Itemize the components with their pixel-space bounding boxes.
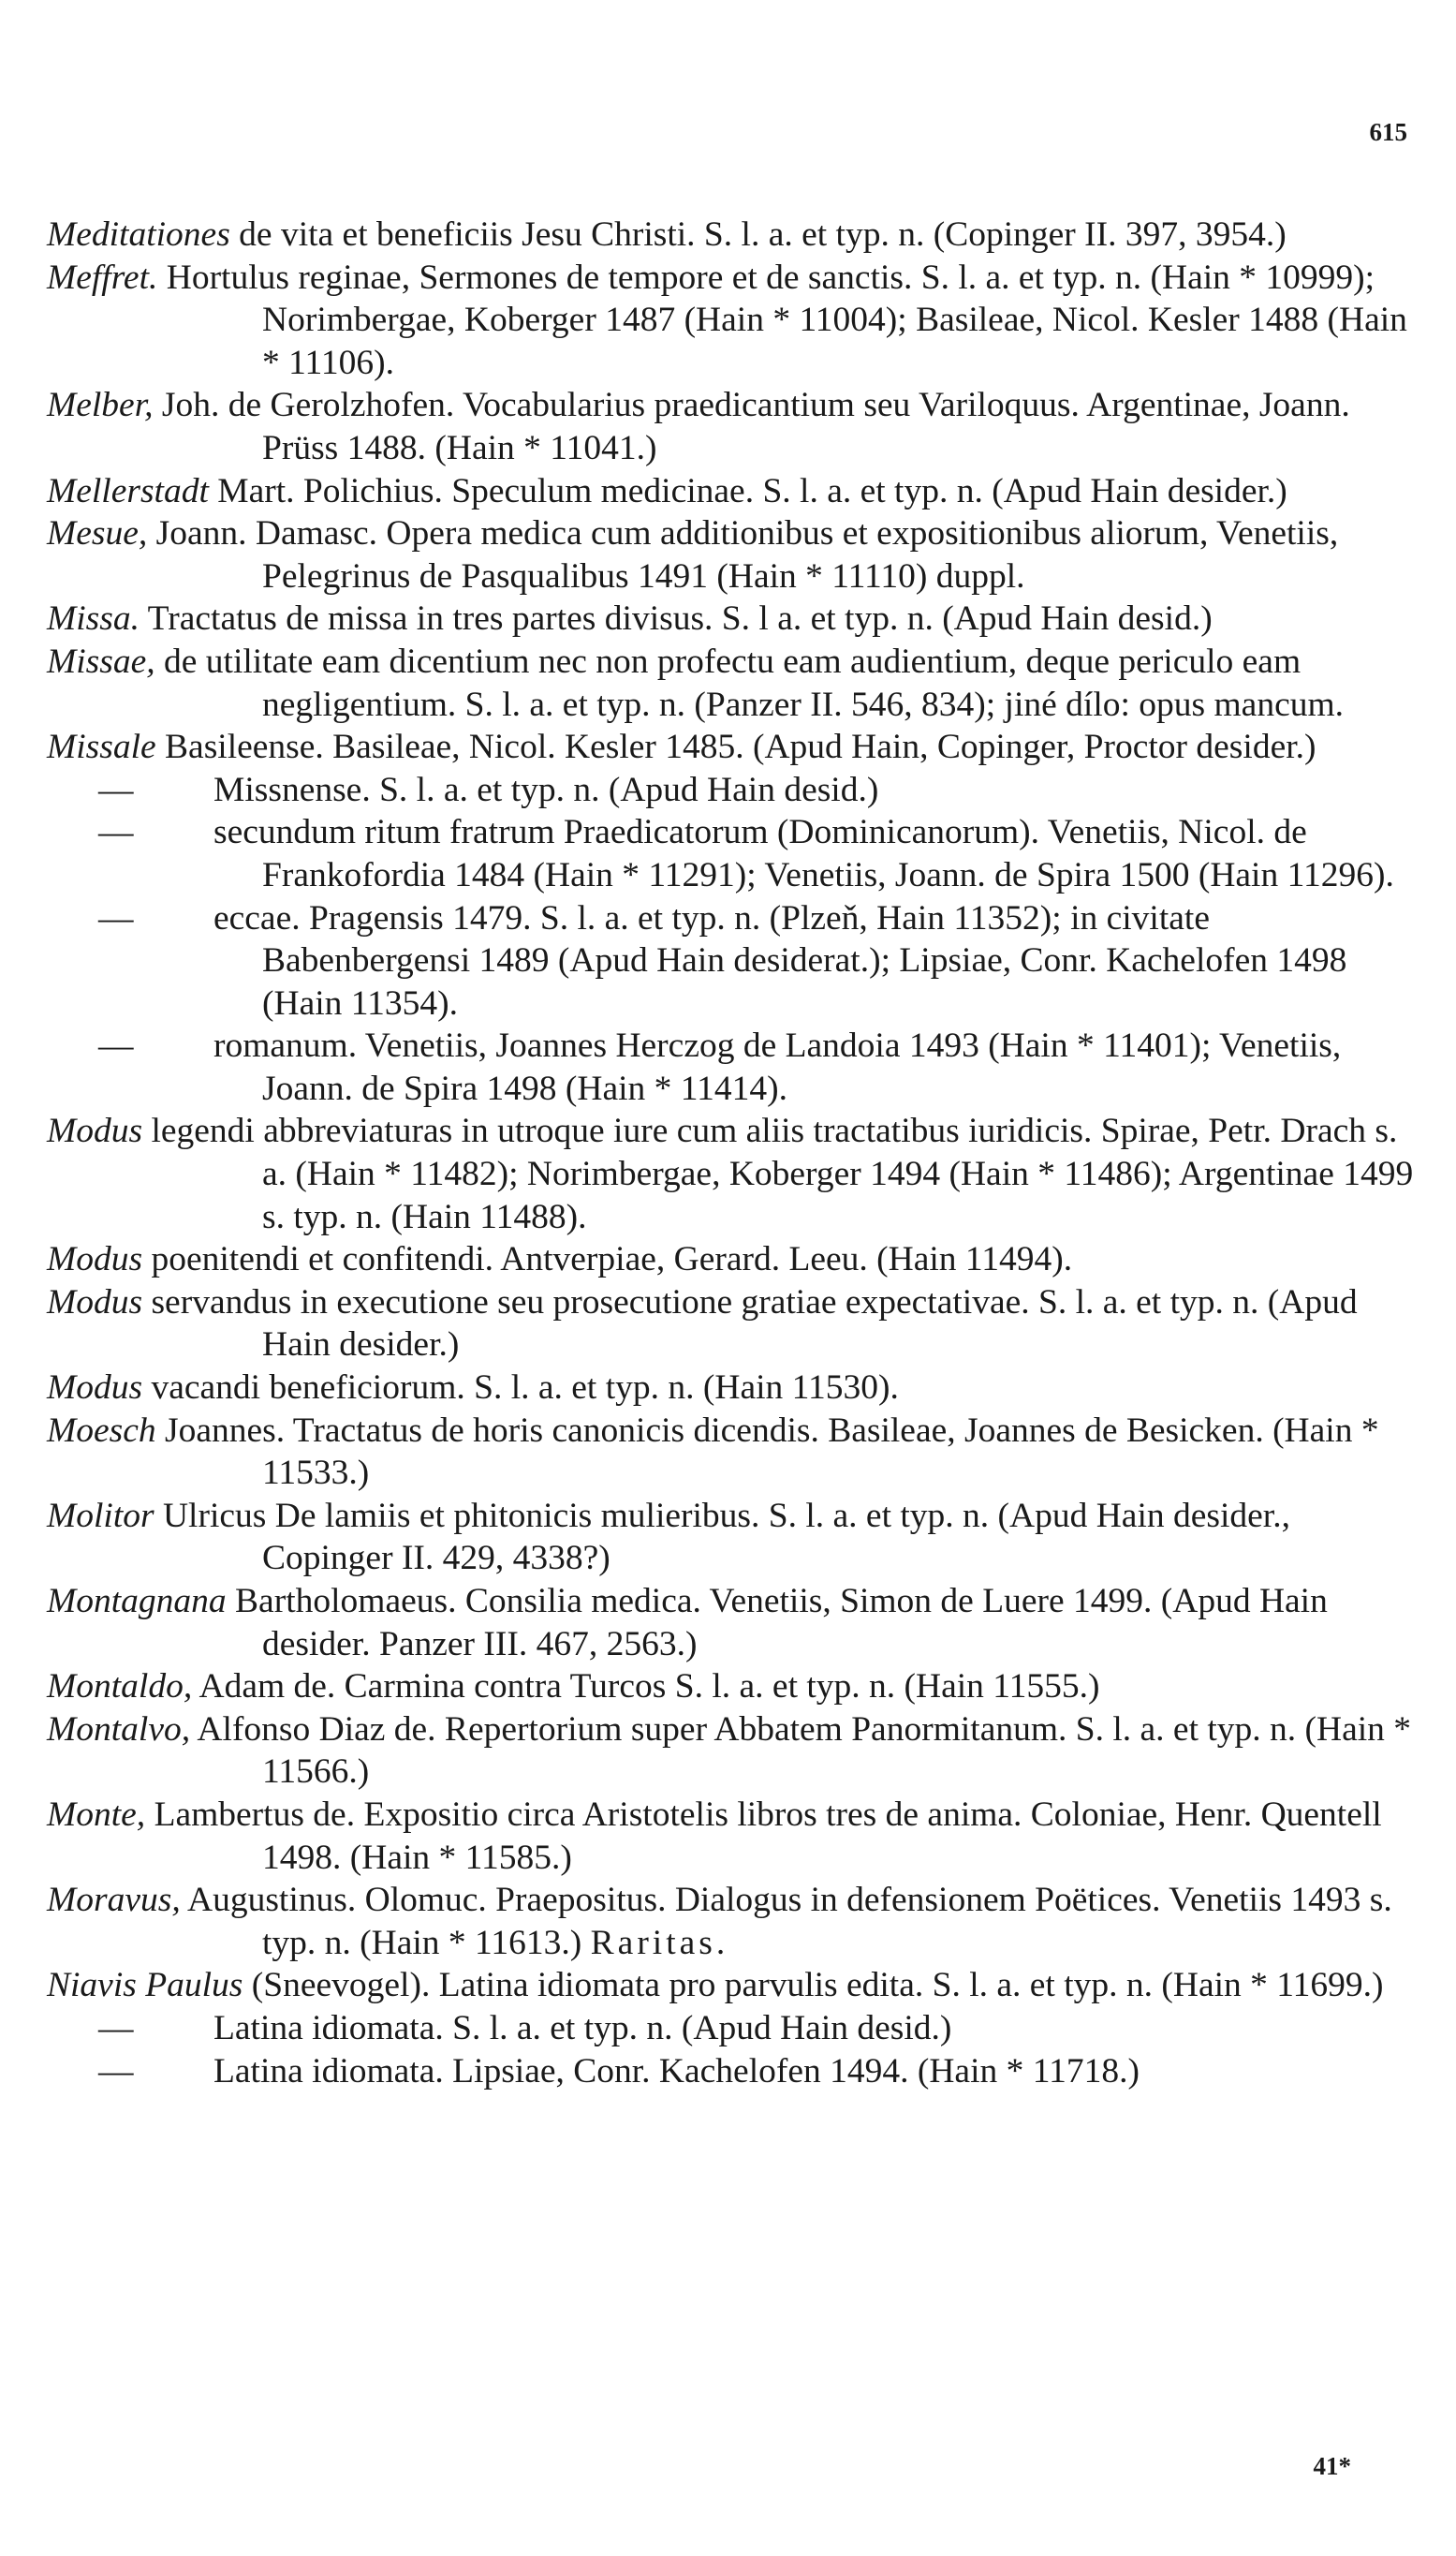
entry-text: Tractatus de missa in tres partes divisus. S. l a. et typ. n. (Apud Hain desid.) — [139, 599, 1213, 639]
entry-text: Basileense. Basileae, Nicol. Kesler 1485. (Apud Hain, Copinger, Proctor desider.) — [155, 728, 1316, 767]
entry-text: Augustinus. Olomuc. Praepositus. Dialogus in defensionem Poëtices. Venetiis 1493 s. typ. n. (Hain * 11613.) — [180, 1881, 1392, 1962]
entry-heading: Melber, — [47, 386, 154, 425]
entry-text: secundum ritum fratrum Praedicatorum (Dominicanorum). Venetiis, Nicol. de Frankofordia 1484 (Hain * 11291); Venetiis, Joann. de Spira 1500 (Hain 11296). — [213, 813, 1394, 894]
entry-modus-vacandi — [47, 1367, 1414, 1410]
entry-heading: Montaldo, — [47, 1667, 193, 1706]
entry-heading: Montagnana — [47, 1582, 227, 1620]
bibliography-entries — [47, 214, 1414, 2092]
entry-montalvo — [47, 1708, 1414, 1794]
entry-text: eccae. Pragensis 1479. S. l. a. et typ. n. (Plzeň, Hain 11352); in civitate Babenbergensi 1489 (Apud Hain desiderat.); Lipsiae, Conr. Kachelofen 1498 (Hain 11354). — [213, 898, 1347, 1023]
entry-montaldo — [47, 1665, 1414, 1708]
ditto-dash: — — [98, 2008, 134, 2047]
entry-heading: Niavis Paulus — [47, 1966, 243, 2005]
entry-heading: Missale — [47, 728, 156, 767]
entry-text: legendi abbreviaturas in utroque iure cum aliis tractatibus iuridicis. Spirae, Petr. Drach s. a. (Hain * 11482); Norimbergae, Koberger 1494 (Hain * 11486); Argentinae 1499 s. typ. n. (Hain 11488). — [142, 1112, 1414, 1236]
entry-heading: Modus — [47, 1112, 143, 1151]
entry-modus-servandus — [47, 1281, 1414, 1367]
raritas-note: Raritas. — [590, 1923, 729, 1962]
entry-text: Adam de. Carmina contra Turcos S. l. a. et typ. n. (Hain 11555.) — [192, 1667, 1100, 1706]
entry-text: Joh. de Gerolzhofen. Vocabularius praedicantium seu Variloquus. Argentinae, Joann. Prüss 1488. (Hain * 11041.) — [153, 386, 1350, 467]
entry-moesch — [47, 1410, 1414, 1495]
ditto-dash: — — [98, 2051, 134, 2091]
entry-missale-pragensis — [47, 897, 1414, 1026]
entry-niavis-latina-2 — [47, 2050, 1414, 2093]
entry-heading: Modus — [47, 1282, 143, 1322]
entry-missae — [47, 641, 1414, 726]
entry-text: Alfonso Diaz de. Repertorium super Abbatem Panormitanum. S. l. a. et typ. n. (Hain * 11566.) — [190, 1709, 1412, 1792]
entry-text: Bartholomaeus. Consilia medica. Venetiis, Simon de Luere 1499. (Apud Hain desider. Panzer III. 467, 2563.) — [226, 1582, 1328, 1663]
entry-missale-romanum — [47, 1025, 1414, 1110]
signature-mark: 41* — [1313, 2452, 1351, 2480]
entry-text: poenitendi et confitendi. Antverpiae, Gerard. Leeu. (Hain 11494). — [142, 1240, 1073, 1279]
entry-text: Latina idiomata. Lipsiae, Conr. Kachelofen 1494. (Hain * 11718.) — [213, 2051, 1140, 2091]
entry-heading: Mesue, — [47, 514, 148, 554]
entry-missale-praedicatorum — [47, 811, 1414, 896]
entry-heading: Molitor — [47, 1496, 154, 1535]
entry-heading: Moesch — [47, 1411, 156, 1450]
ditto-dash: — — [98, 898, 134, 938]
entry-heading: Mellerstadt — [47, 471, 209, 510]
entry-text: Mart. Polichius. Speculum medicinae. S. l. a. et typ. n. (Apud Hain desider.) — [208, 471, 1287, 510]
entry-text: servandus in executione seu prosecutione gratiae expectativae. S. l. a. et typ. n. (Apud Hain desider.) — [142, 1282, 1358, 1365]
entry-text: (Sneevogel). Latina idiomata pro parvulis edita. S. l. a. et typ. n. (Hain * 11699.) — [243, 1966, 1384, 2005]
entry-text: Joann. Damasc. Opera medica cum additionibus et expositionibus aliorum, Venetiis, Pelegrinus de Pasqualibus 1491 (Hain * 11110) duppl. — [147, 514, 1339, 596]
entry-text: Latina idiomata. S. l. a. et typ. n. (Apud Hain desid.) — [213, 2008, 952, 2047]
entry-montagnana — [47, 1580, 1414, 1665]
entry-missale-missnense — [47, 769, 1414, 812]
entry-mesue — [47, 512, 1414, 598]
entry-monte — [47, 1794, 1414, 1879]
entry-text: de utilitate eam dicentium nec non profectu eam audientium, deque periculo eam negligentium. S. l. a. et typ. n. (Panzer II. 546, 834); jiné dílo: opus mancum. — [154, 642, 1345, 724]
entry-text: Joannes. Tractatus de horis canonicis dicendis. Basileae, Joannes de Besicken. (Hain * 11533.) — [155, 1411, 1379, 1493]
entry-text: Ulricus De lamiis et phitonicis mulieribus. S. l. a. et typ. n. (Apud Hain desider., Copinger II. 429, 4338?) — [154, 1496, 1290, 1578]
entry-heading: Missae, — [47, 642, 155, 681]
entry-text: Missnense. S. l. a. et typ. n. (Apud Hain desid.) — [213, 770, 879, 809]
entry-heading: Meffret. — [47, 258, 158, 297]
entry-heading: Monte, — [47, 1795, 146, 1834]
entry-modus-poenitendi — [47, 1238, 1414, 1281]
entry-text: Lambertus de. Expositio circa Aristotelis libros tres de anima. Coloniae, Henr. Quentell 1498. (Hain * 11585.) — [145, 1795, 1382, 1877]
entry-text: romanum. Venetiis, Joannes Herczog de Landoia 1493 (Hain * 11401); Venetiis, Joann. de Spira 1498 (Hain * 11414). — [213, 1027, 1342, 1108]
entry-heading: Modus — [47, 1368, 143, 1408]
entry-heading: Montalvo, — [47, 1709, 191, 1749]
entry-meffret — [47, 257, 1414, 385]
entry-heading: Moravus, — [47, 1881, 181, 1920]
entry-mellerstadt — [47, 470, 1414, 513]
entry-molitor — [47, 1495, 1414, 1580]
entry-meditationes — [47, 214, 1414, 257]
ditto-dash: — — [98, 813, 134, 852]
page-number: 615 — [1369, 118, 1407, 146]
entry-moravus — [47, 1879, 1414, 1964]
entry-text: de vita et beneficiis Jesu Christi. S. l. a. et typ. n. (Copinger II. 397, 3954.) — [229, 215, 1287, 254]
entry-niavis-latina-1 — [47, 2007, 1414, 2050]
ditto-dash: — — [98, 1027, 134, 1066]
entry-niavis — [47, 1964, 1414, 2007]
ditto-dash: — — [98, 770, 134, 809]
entry-heading: Meditationes — [47, 215, 230, 254]
entry-missale — [47, 726, 1414, 769]
entry-missa — [47, 598, 1414, 641]
entry-text: vacandi beneficiorum. S. l. a. et typ. n. (Hain 11530). — [142, 1368, 899, 1408]
entry-melber — [47, 384, 1414, 469]
entry-heading: Missa. — [47, 599, 140, 639]
entry-text: Hortulus reginae, Sermones de tempore et de sanctis. S. l. a. et typ. n. (Hain * 10999); Norimbergae, Koberger 1487 (Hain * 11004); Basileae, Nicol. Kesler 1488 (Hain * 11106). — [157, 258, 1407, 382]
entry-heading: Modus — [47, 1240, 143, 1279]
entry-modus-legendi — [47, 1110, 1414, 1238]
